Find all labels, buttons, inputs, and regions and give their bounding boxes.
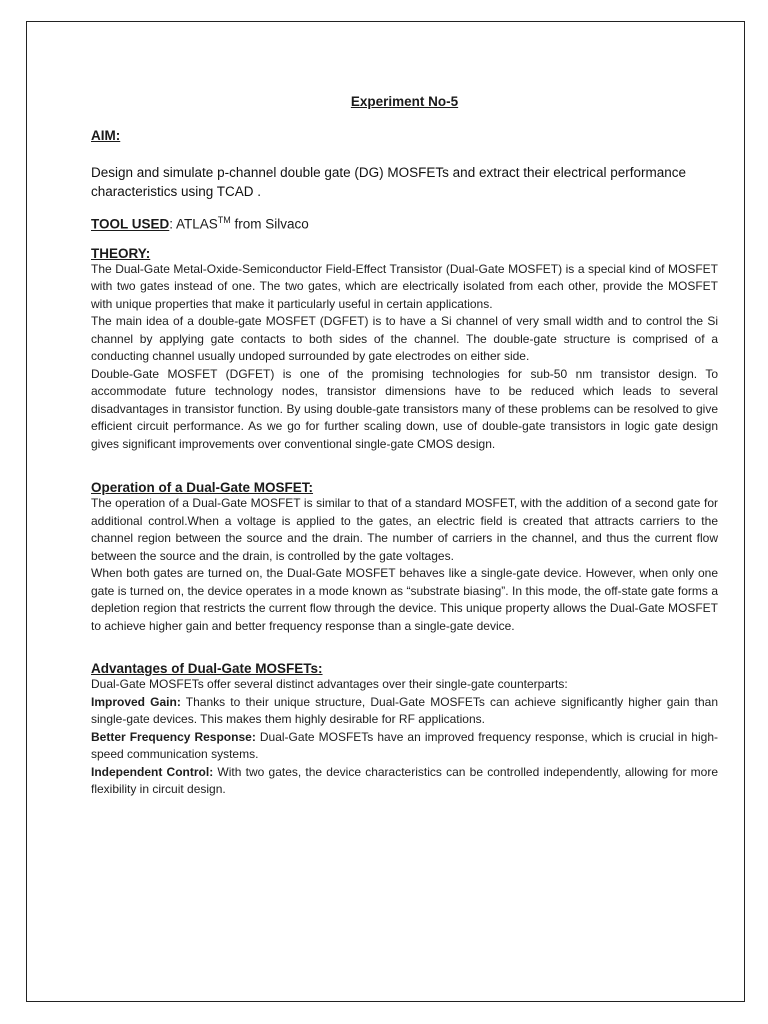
- theory-paragraph-1: The Dual-Gate Metal-Oxide-Semiconductor Field-Effect Transistor (Dual-Gate MOSFET) is a special kind of MOSFET with two gates instead of one. The two gates, which are electrically isolated from each other, provide the MOSFET with unique properties that make it particularly useful in certain applications.: [91, 261, 718, 311]
- advantages-heading: Advantages of Dual-Gate MOSFETs:: [91, 661, 323, 676]
- advantage-improved-gain: [91, 694, 718, 729]
- advantage-term: Improved Gain:: [91, 694, 181, 709]
- operation-paragraph-2: When both gates are turned on, the Dual-Gate MOSFET behaves like a single-gate device. However, when only one gate is turned on, the device operates in a mode known as “substrate biasing”. In this mode, the off-state gate forms a depletion region that restricts the current flow through the device. This unique property allows the Dual-Gate MOSFET to achieve higher gain and better frequency response than a single-gate device.: [91, 566, 718, 633]
- aim-text: Design and simulate p-channel double gate (DG) MOSFETs and extract their electrical performance characteristics using TCAD .: [91, 165, 687, 199]
- advantage-term: Better Frequency Response:: [91, 729, 256, 744]
- advantage-term: Independent Control:: [91, 764, 214, 779]
- advantage-text: Dual-Gate MOSFETs have an improved frequency response, which is crucial in high-speed communication systems.: [91, 729, 718, 761]
- advantages-intro: Dual-Gate MOSFETs offer several distinct advantages over their single-gate counterparts:: [91, 677, 568, 691]
- document-body: [91, 94, 718, 799]
- trademark-sup: TM: [217, 215, 231, 225]
- advantage-text: With two gates, the device characteristics can be controlled independently, allowing for more flexibility in circuit design.: [91, 764, 718, 796]
- advantage-frequency-response: [91, 729, 718, 764]
- advantage-independent-control: [91, 764, 718, 799]
- aim-heading: AIM:: [91, 128, 121, 143]
- tool-name: : ATLAS: [169, 216, 218, 232]
- advantage-text: Thanks to their unique structure, Dual-Gate MOSFETs can achieve significantly higher gain than single-gate devices. This makes them highly desirable for RF applications.: [91, 694, 718, 726]
- theory-paragraph-2: The main idea of a double-gate MOSFET (DGFET) is to have a Si channel of very small width and to control the Si channel by applying gate contacts to both sides of the channel. The double-gate structure is comprised of a conducting channel usually undoped surrounded by gate electrodes on either side.: [91, 314, 718, 363]
- theory-heading: THEORY:: [91, 245, 151, 261]
- experiment-title: Experiment No-5: [350, 94, 459, 109]
- tool-used-label: TOOL USED: [91, 216, 170, 232]
- tool-vendor: from Silvaco: [230, 216, 309, 232]
- operation-heading: Operation of a Dual-Gate MOSFET:: [91, 480, 314, 495]
- tool-used-line: [91, 215, 718, 232]
- operation-paragraph-1: The operation of a Dual-Gate MOSFET is similar to that of a standard MOSFET, with the addition of a second gate for additional control.When a voltage is applied to the gates, an electric field is created that attracts carriers to the channel region between the source and the drain. The number of carriers in the channel, and thus the current flow between the source and the drain, is controlled by the gate voltages.: [91, 496, 718, 563]
- theory-paragraph-3: Double-Gate MOSFET (DGFET) is one of the promising technologies for sub-50 nm transistor design. To accommodate future technology nodes, transistor dimensions have to be reduced which leads to several disadvantages in transistor function. By using double-gate transistors many of these problems can be resolved to give efficient circuit performance. As we go for further scaling down, use of double-gate transistors in logic gate design gives significant improvements over conventional single-gate CMOS design.: [91, 366, 718, 451]
